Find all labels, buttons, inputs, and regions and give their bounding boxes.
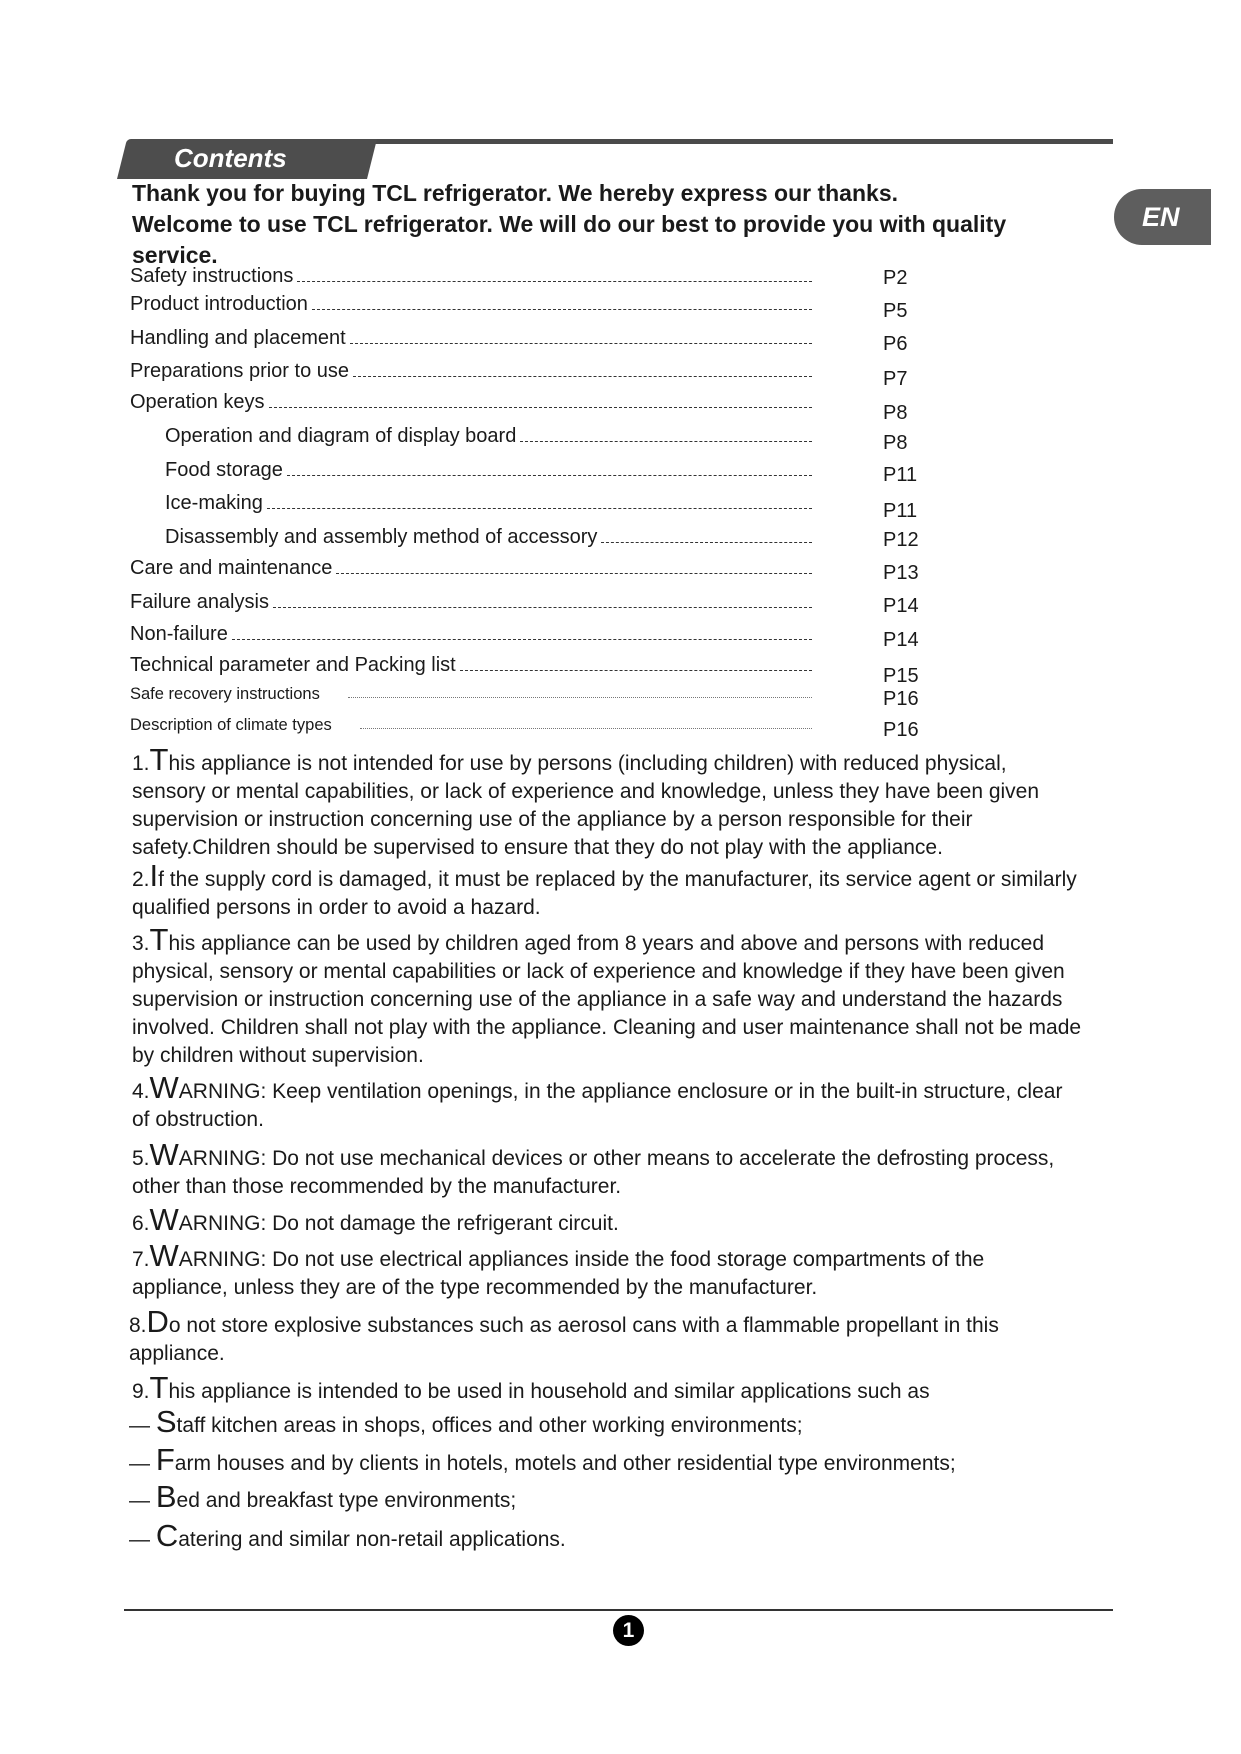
toc-entry[interactable] [130,590,812,614]
note-initial: W [149,1137,179,1172]
toc-label: Handling and placement [130,327,346,349]
toc-entry[interactable] [130,326,812,350]
toc-entry[interactable] [165,424,812,448]
toc-page-number: P11 [883,464,918,486]
note-item [129,1518,1079,1554]
note-initial: W [149,1202,179,1237]
toc-label: Safety instructions [130,265,294,287]
toc-label: Preparations prior to use [130,360,350,382]
toc-entry[interactable] [130,264,812,288]
toc-page-number: P6 [883,333,908,355]
toc-leader [232,639,812,640]
note-text: arm houses and by clients in hotels, motels and other residential type environments; [174,1452,956,1475]
note-text: his appliance is intended to be used in household and similar applications such as [168,1380,930,1403]
note-number: 1. [132,752,150,775]
toc-leader [601,542,812,543]
toc-entry[interactable] [130,390,812,414]
toc-label: Technical parameter and Packing list [130,654,456,676]
note-initial: W [149,1238,179,1273]
toc-entry[interactable] [130,359,812,383]
intro-text [132,178,1062,271]
toc-leader [348,697,812,698]
note-number: — [129,1414,156,1437]
toc-page-number: P7 [883,368,908,390]
toc-page-number: P2 [883,267,908,289]
note-number: 8. [129,1314,147,1337]
toc-page-number: P13 [883,562,919,584]
toc-leader [360,728,812,729]
page-number: 1 [613,1615,644,1646]
note-item [132,1070,1082,1134]
toc-label: Ice-making [165,492,263,514]
note-number: — [129,1528,156,1551]
contents-title: Contents [174,143,287,173]
intro-line: Welcome to use TCL refrigerator. We will do our best to provide you with quality [132,211,1007,237]
toc-page-number: P16 [883,688,919,710]
toc-leader [520,441,812,442]
note-text: ARNING: Do not damage the refrigerant circuit. [178,1212,619,1235]
note-text: o not store explosive substances such as aerosol cans with a flammable propellant in this appliance. [129,1314,999,1365]
toc-page-number: P12 [883,529,919,551]
note-number: 6. [132,1212,150,1235]
note-item [132,1238,1082,1302]
toc-entry[interactable] [165,491,812,515]
note-initial: F [155,1442,175,1477]
language-tab-en: EN [1114,189,1211,245]
toc-page-number: P14 [883,595,919,617]
toc-page-number: P14 [883,629,919,651]
toc-entry[interactable] [130,292,812,316]
note-initial: D [146,1304,169,1339]
note-text: ed and breakfast type environments; [176,1489,517,1512]
toc-entry[interactable] [130,711,812,735]
note-initial: I [149,858,159,893]
toc-entry[interactable] [130,680,812,704]
toc-page-number: P8 [883,402,908,424]
note-item [129,1304,1079,1368]
toc-leader [350,343,812,344]
note-number: 4. [132,1080,150,1103]
note-item [132,1370,1082,1406]
toc-leader [273,607,812,608]
note-item [132,1202,1082,1238]
toc-leader [312,309,812,310]
toc-label: Care and maintenance [130,557,333,579]
intro-line: service. [132,242,218,268]
note-initial: S [155,1404,177,1439]
toc-page-number: P16 [883,719,919,741]
toc-leader [287,475,812,476]
note-initial: T [149,922,169,957]
note-text: his appliance is not intended for use by persons (including children) with reduced physical, sensory or mental capabilities, or lack of experience and knowledge, unless they have been given supervision or instruction concerning use of the appliance by a person responsible for their safety.Children should be supervised to ensure that they do not play with the appliance. [132,752,1040,859]
note-initial: C [155,1518,179,1553]
note-number: 3. [132,932,150,955]
toc-label: Food storage [165,459,283,481]
note-number: 7. [132,1248,150,1271]
toc-label: Disassembly and assembly method of accessory [165,526,598,548]
note-text: ARNING: Do not use mechanical devices or other means to accelerate the defrosting process, other than those recommended by the manufacturer. [132,1147,1055,1198]
toc-entry[interactable] [130,622,812,646]
toc-label: Description of climate types [130,716,332,734]
note-text: f the supply cord is damaged, it must be replaced by the manufacturer, its service agent or similarly qualified persons in order to avoid a hazard. [132,868,1077,919]
toc-label: Safe recovery instructions [130,685,320,703]
toc-leader [336,573,812,574]
toc-page-number: P8 [883,432,908,454]
toc-entry[interactable] [130,653,812,677]
toc-leader [269,407,812,408]
intro-line: Thank you for buying TCL refrigerator. We hereby express our thanks. [132,180,898,206]
note-initial: T [149,1370,169,1405]
note-item [132,858,1082,922]
note-item [132,742,1082,862]
toc-leader [353,376,812,377]
note-initial: T [149,742,169,777]
footer-rule [124,1609,1113,1611]
note-text: atering and similar non-retail applications. [178,1528,566,1551]
note-initial: W [149,1070,179,1105]
note-text: taff kitchen areas in shops, offices and other working environments; [176,1414,803,1437]
note-item [129,1442,1079,1478]
toc-entry[interactable] [165,525,812,549]
note-item [129,1479,1079,1515]
toc-label: Failure analysis [130,591,269,613]
note-number: 9. [132,1380,150,1403]
toc-leader [297,281,812,282]
note-number: 2. [132,868,150,891]
toc-leader [267,508,812,509]
note-number: — [129,1489,156,1512]
toc-label: Product introduction [130,293,308,315]
note-item [129,1404,1079,1440]
note-item [132,1137,1082,1201]
note-number: — [129,1452,156,1475]
toc-leader [460,670,812,671]
header-rule [330,139,1113,144]
note-text: his appliance can be used by children aged from 8 years and above and persons with reduced physical, sensory or mental capabilities or lack of experience and knowledge if they have been given supervision or instruction concerning use of the appliance in a safe way and understand the hazards involved. Children shall not play with the appliance. Cleaning and user maintenance shall not be made by children without supervision. [132,932,1082,1067]
toc-page-number: P15 [883,665,919,687]
note-text: ARNING: Keep ventilation openings, in the appliance enclosure or in the built-in structure, clear of obstruction. [132,1080,1063,1131]
note-item [132,922,1082,1070]
toc-page-number: P11 [883,500,918,522]
toc-label: Operation and diagram of display board [165,425,517,447]
toc-entry[interactable] [165,458,812,482]
toc-label: Non-failure [130,623,228,645]
toc-entry[interactable] [130,556,812,580]
note-text: ARNING: Do not use electrical appliances inside the food storage compartments of the appliance, unless they are of the type recommended by the manufacturer. [132,1248,985,1299]
toc-page-number: P5 [883,300,908,322]
toc-label: Operation keys [130,391,265,413]
note-number: 5. [132,1147,150,1170]
note-initial: B [155,1479,177,1514]
